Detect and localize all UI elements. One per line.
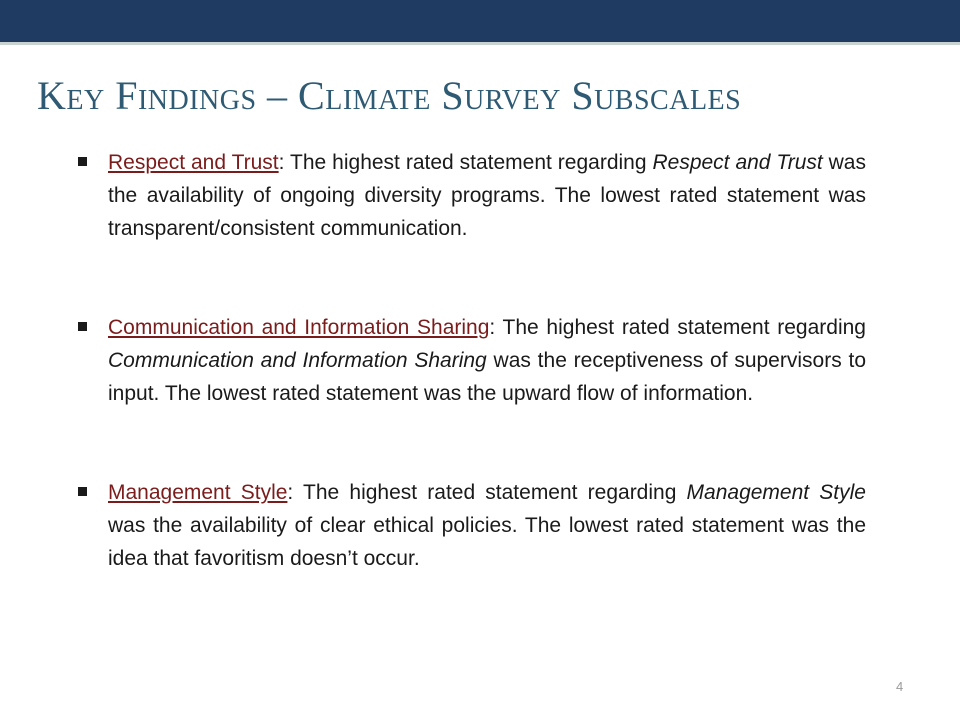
finding-text: was the receptiveness of supervisors to input. The lowest rated statement was the upward flow of information. xyxy=(108,349,866,405)
finding-term: Management Style xyxy=(108,481,288,504)
finding-emphasis: Respect and Trust xyxy=(652,151,823,174)
slide-title: Key Findings – Climate Survey Subscales xyxy=(37,73,742,118)
page-number: 4 xyxy=(896,679,904,694)
finding-separator: : xyxy=(287,481,294,504)
finding-management-style xyxy=(76,476,866,575)
finding-emphasis: Management Style xyxy=(686,481,866,504)
finding-text: The highest rated statement regarding xyxy=(293,481,687,504)
finding-separator: : xyxy=(278,151,285,174)
header-rule xyxy=(0,42,960,45)
finding-emphasis: Communication and Information Sharing xyxy=(108,349,487,372)
finding-respect-and-trust xyxy=(76,146,866,245)
header-band xyxy=(0,0,960,42)
finding-communication-and-information-sharing xyxy=(76,311,866,410)
finding-text: The highest rated statement regarding xyxy=(495,316,866,339)
finding-term: Respect and Trust xyxy=(108,151,279,174)
square-bullet-icon xyxy=(78,487,87,496)
finding-text: was the availability of clear ethical policies. The lowest rated statement was the idea that favoritism doesn’t occur. xyxy=(108,514,866,570)
square-bullet-icon xyxy=(78,322,87,331)
finding-text: The highest rated statement regarding xyxy=(284,151,653,174)
findings-list xyxy=(76,146,866,575)
square-bullet-icon xyxy=(78,157,87,166)
finding-term: Communication and Information Sharing xyxy=(108,316,490,339)
finding-text: was the availability of ongoing diversity programs. The lowest rated statement was transparent/consistent communication. xyxy=(108,151,866,240)
finding-separator: : xyxy=(489,316,496,339)
